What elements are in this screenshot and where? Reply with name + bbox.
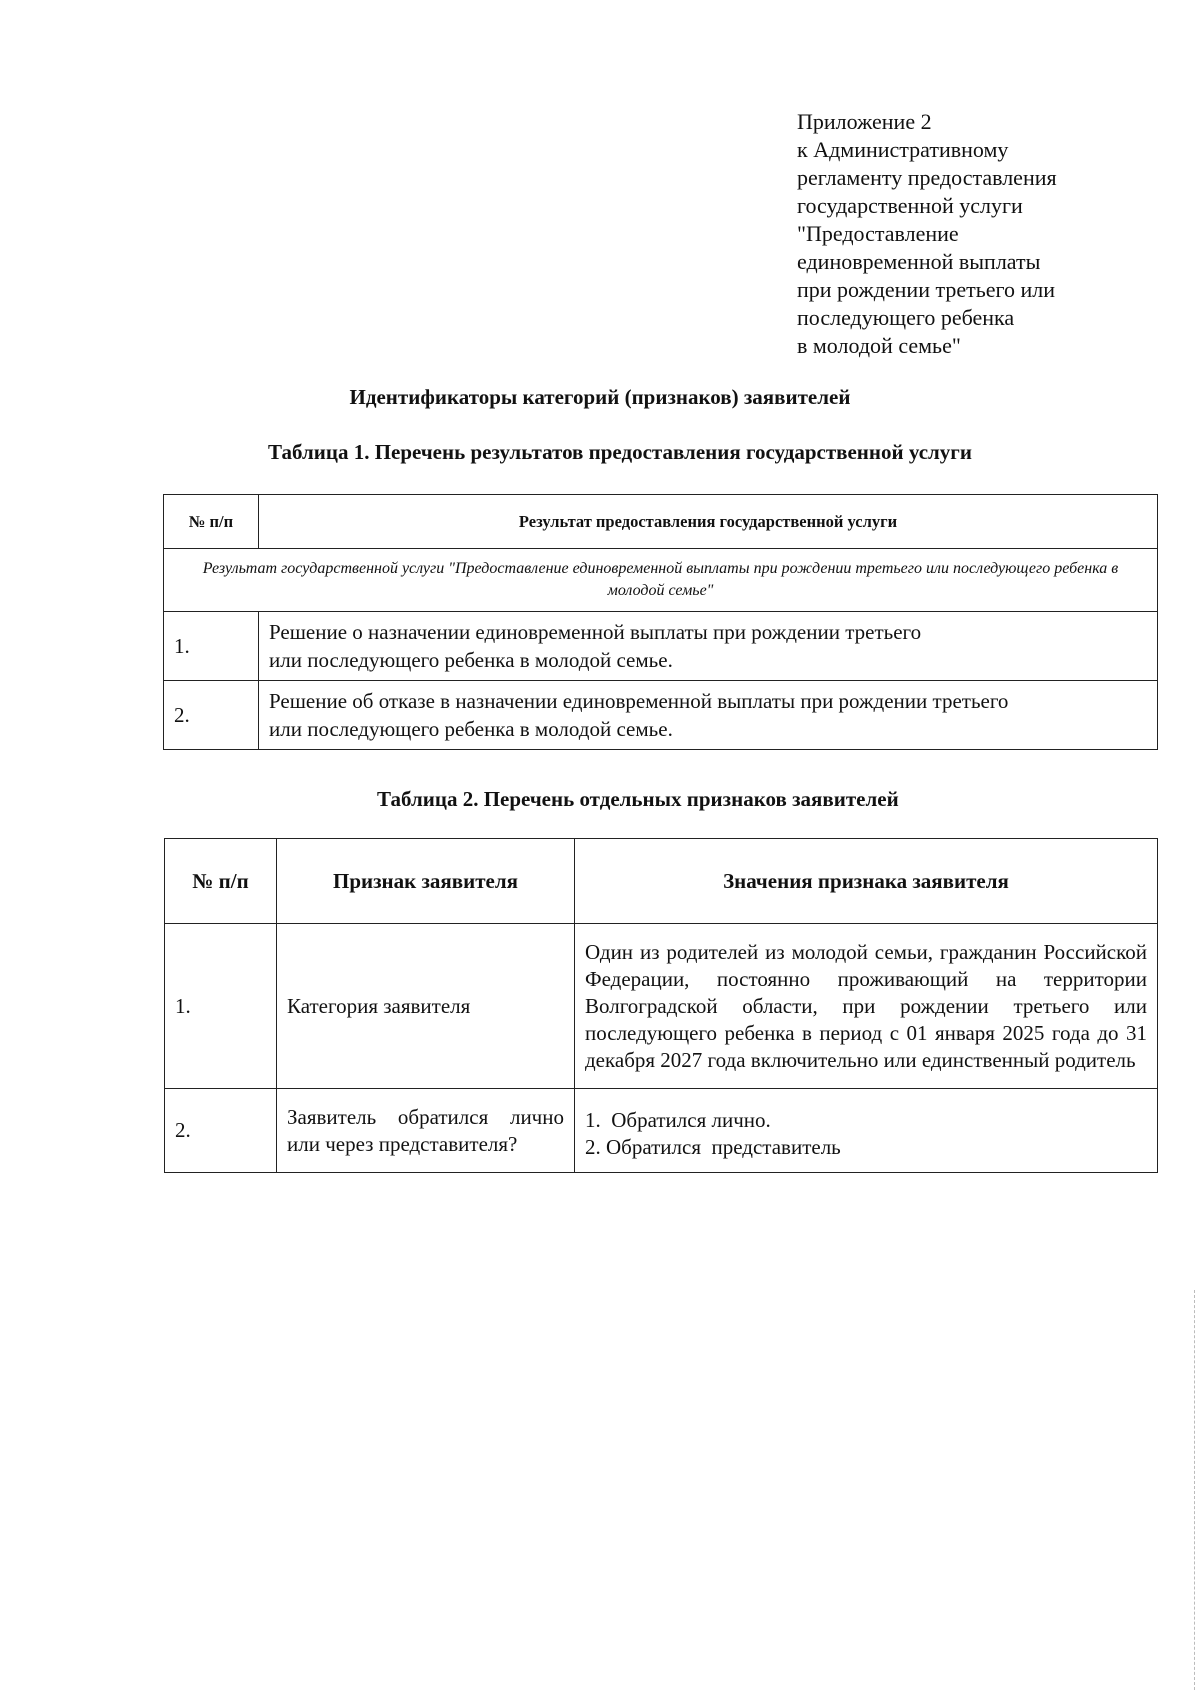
table-row bbox=[165, 924, 1158, 1089]
appendix-line: Приложение 2 bbox=[797, 109, 932, 134]
results-table bbox=[163, 494, 1158, 750]
row-result bbox=[259, 681, 1158, 750]
appendix-line: государственной услуги bbox=[797, 193, 1023, 218]
header-result: Результат предоставления государственной услуги bbox=[259, 495, 1158, 549]
appendix-line: единовременной выплаты bbox=[797, 249, 1041, 274]
row-num: 1. bbox=[164, 612, 259, 681]
appendix-line: в молодой семье" bbox=[797, 333, 961, 358]
table-header-row bbox=[164, 495, 1158, 549]
table-row bbox=[164, 681, 1158, 750]
table-subheader-row bbox=[164, 549, 1158, 612]
row-result-line: Решение о назначении единовременной выплаты при рождении третьего bbox=[269, 620, 922, 644]
header-num: № п/п bbox=[165, 839, 277, 924]
appendix-note bbox=[797, 108, 1137, 360]
table-header-row bbox=[165, 839, 1158, 924]
row-result-line: или последующего ребенка в молодой семье. bbox=[269, 648, 673, 672]
row-value: Один из родителей из молодой семьи, гражданин Российской Федерации, постоянно проживающий на территории Волгоградской области, при рождении третьего или последующего ребенка в период с 01 января 2025 года до 31 декабря 2027 года включительно или единственный родитель bbox=[575, 924, 1158, 1089]
value-option: 2. Обратился представитель bbox=[585, 1134, 841, 1159]
row-num: 2. bbox=[164, 681, 259, 750]
row-attribute: Заявитель обратился лично или через представителя? bbox=[277, 1089, 575, 1173]
appendix-line: к Административному bbox=[797, 137, 1009, 162]
table-row bbox=[164, 612, 1158, 681]
value-option: 1. Обратился лично. bbox=[585, 1107, 771, 1132]
table-row bbox=[165, 1089, 1158, 1173]
row-result bbox=[259, 612, 1158, 681]
row-attribute: Категория заявителя bbox=[277, 924, 575, 1089]
row-num: 1. bbox=[165, 924, 277, 1089]
header-attribute: Признак заявителя bbox=[277, 839, 575, 924]
header-num: № п/п bbox=[164, 495, 259, 549]
result-subheader: Результат государственной услуги "Предоставление единовременной выплаты при рождении третьего или последующего ребенка в молодой семье" bbox=[164, 549, 1158, 612]
applicant-attributes-table bbox=[164, 838, 1158, 1173]
document-title: Идентификаторы категорий (признаков) заявителей bbox=[349, 385, 851, 409]
row-values bbox=[575, 1089, 1158, 1173]
row-num: 2. bbox=[165, 1089, 277, 1173]
row-result-line: или последующего ребенка в молодой семье. bbox=[269, 717, 673, 741]
appendix-line: последующего ребенка bbox=[797, 305, 1015, 330]
appendix-line: регламенту предоставления bbox=[797, 165, 1057, 190]
table2-caption: Таблица 2. Перечень отдельных признаков заявителей bbox=[377, 787, 899, 811]
header-values: Значения признака заявителя bbox=[575, 839, 1158, 924]
scan-edge-mark bbox=[1194, 1290, 1196, 1690]
row-result-line: Решение об отказе в назначении единовременной выплаты при рождении третьего bbox=[269, 689, 1009, 713]
table1-caption: Таблица 1. Перечень результатов предоставления государственной услуги bbox=[268, 440, 972, 464]
appendix-line: при рождении третьего или bbox=[797, 277, 1056, 302]
appendix-line: "Предоставление bbox=[797, 221, 959, 246]
